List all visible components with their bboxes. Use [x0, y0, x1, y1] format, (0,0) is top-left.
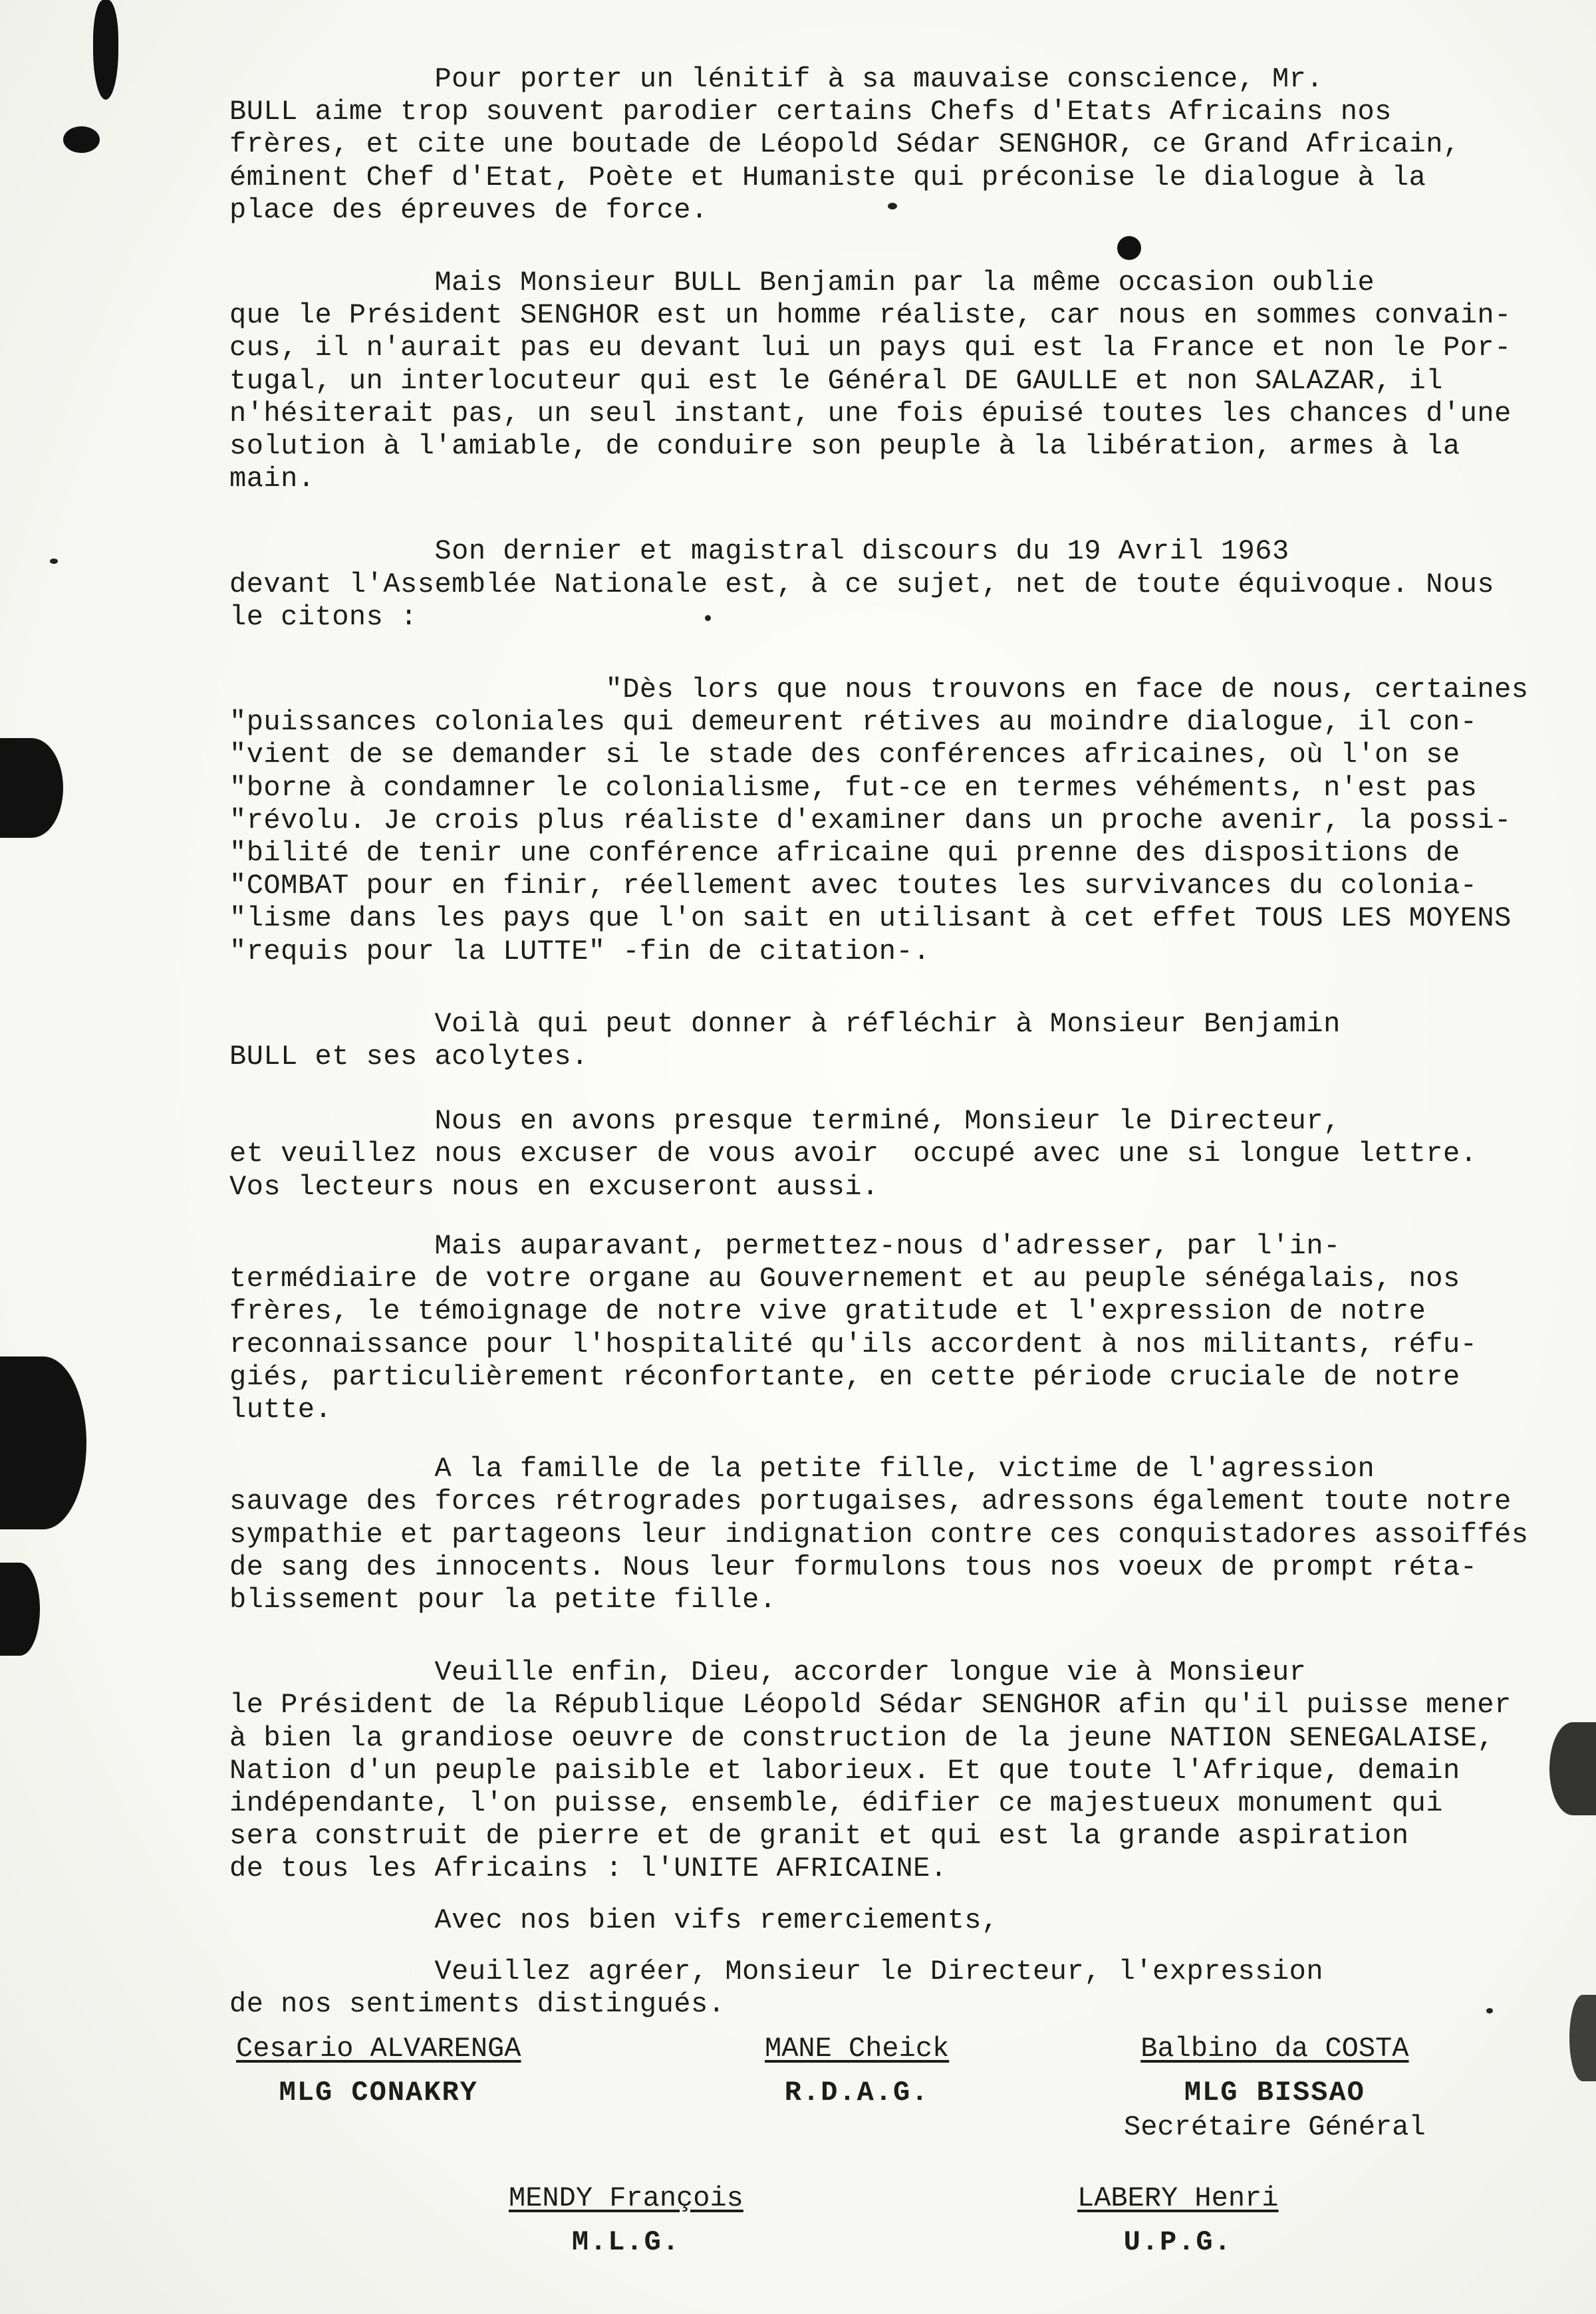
text-line: Nous en avons presque terminé, Monsieur le Directeur, — [229, 1105, 1341, 1138]
paragraph-p1 — [229, 63, 1566, 227]
text-line: "bilité de tenir une conférence africaine qui prenne des dispositions de — [229, 837, 1460, 870]
text-line: "lisme dans les pays que l'on sait en utilisant à cet effet TOUS LES MOYENS — [229, 902, 1512, 935]
text-line: frères, le témoignage de notre vive gratitude et l'expression de notre — [229, 1295, 1426, 1328]
text-line: "révolu. Je crois plus réaliste d'examiner dans un proche avenir, la possi- — [229, 804, 1512, 836]
text-line: Voilà qui peut donner à réfléchir à Monsieur Benjamin — [229, 1007, 1341, 1040]
text-line: "requis pour la LUTTE" -fin de citation-. — [229, 935, 930, 967]
text-line: Mais auparavant, permettez-nous d'adresser, par l'in- — [229, 1229, 1341, 1262]
signatory-organization: U.P.G. — [1123, 2226, 1232, 2258]
signatory-organization: MLG CONAKRY — [279, 2077, 478, 2109]
text-line: tugal, un interlocuteur qui est le Général DE GAULLE et non SALAZAR, il — [229, 364, 1443, 397]
text-line: indépendante, l'on puisse, ensemble, édifier ce majestueux monument qui — [229, 1787, 1443, 1819]
paragraph-gap — [229, 1073, 1566, 1105]
paragraph-p6 — [229, 1230, 1566, 1426]
text-line: frères, et cite une boutade de Léopold Sédar SENGHOR, ce Grand Africain, — [229, 128, 1460, 161]
text-line: éminent Chef d'Etat, Poète et Humaniste qui préconise le dialogue à la — [229, 161, 1426, 193]
text-line: de tous les Africains : l'UNITE AFRICAINE. — [229, 1853, 948, 1885]
paragraph-quote — [229, 674, 1566, 968]
paragraph-p9 — [229, 1904, 1566, 1937]
text-line: reconnaissance pour l'hospitalité qu'ils accordent à nos militants, réfu- — [229, 1328, 1478, 1360]
letter-body — [229, 63, 1566, 2021]
text-line: sauvage des forces rétrogrades portugaises, adressons également toute notre — [229, 1485, 1512, 1518]
text-line: Son dernier et magistral discours du 19 Avril 1963 — [229, 535, 1289, 568]
text-line: n'hésiterait pas, un seul instant, une fois épuisé toutes les chances d'une — [229, 397, 1512, 430]
ink-speck — [50, 559, 58, 564]
signature-mendy — [509, 2181, 743, 2259]
signatory-name: Balbino da COSTA — [1140, 2033, 1409, 2065]
signature-alvarenga — [236, 2031, 521, 2110]
paragraph-p8 — [229, 1656, 1566, 1885]
text-line: sympathie et partageons leur indignation contre ces conquistadores assoiffés — [229, 1518, 1529, 1551]
ink-blot-left-bottom — [0, 1563, 40, 1656]
text-line: "Dès lors que nous trouvons en face de nous, certaines — [229, 674, 1529, 706]
text-line: Pour porter un lénitif à sa mauvaise conscience, Mr. — [229, 63, 1324, 95]
text-line: A la famille de la petite fille, victime de l'agression — [229, 1453, 1375, 1485]
signatory-name: LABERY Henri — [1077, 2182, 1279, 2214]
paragraph-p5 — [229, 1105, 1566, 1204]
signatory-role: Secrétaire Général — [1124, 2111, 1426, 2143]
text-line: à bien la grandiose oeuvre de construction de la jeune NATION SENEGALAISE, — [229, 1722, 1495, 1754]
ink-blot-left-middle — [0, 738, 63, 838]
text-line: lutte. — [229, 1393, 332, 1426]
paragraph-gap — [229, 634, 1566, 674]
signatory-organization: R.D.A.G. — [784, 2077, 930, 2109]
signatory-organization: M.L.G. — [571, 2226, 681, 2258]
text-line: de nos sentiments distingués. — [229, 1988, 726, 2020]
ink-blot-right-2 — [1569, 1995, 1596, 2081]
text-line: que le Président SENGHOR est un homme réaliste, car nous en sommes convain- — [229, 299, 1512, 332]
ink-blot-top-left-2 — [63, 126, 100, 153]
text-line: sera construit de pierre et de granit et qui est la grande aspiration — [229, 1820, 1409, 1853]
text-line: et veuillez nous excuser de vous avoir occupé avec une si longue lettre. — [229, 1138, 1478, 1170]
signatory-name: MENDY François — [509, 2182, 743, 2214]
paragraph-p4 — [229, 1008, 1566, 1073]
text-line: BULL aime trop souvent parodier certains Chefs d'Etats Africains nos — [229, 96, 1392, 128]
paragraph-gap — [229, 968, 1566, 1008]
text-line: cus, il n'aurait pas eu devant lui un pays qui est la France et non le Por- — [229, 332, 1512, 364]
signature-labery — [1077, 2181, 1278, 2259]
paragraph-p10 — [229, 1956, 1566, 2021]
paragraph-gap — [229, 1204, 1566, 1230]
text-line: solution à l'amiable, de conduire son peuple à la libération, armes à la — [229, 430, 1460, 463]
signatory-name: MANE Cheick — [765, 2033, 950, 2065]
paragraph-gap — [229, 495, 1566, 535]
text-line: giés, particulièrement réconfortante, en cette période cruciale de notre — [229, 1360, 1460, 1393]
signature-cheick — [765, 2031, 949, 2110]
text-line: place des épreuves de force. — [229, 193, 708, 226]
paragraph-gap — [229, 1616, 1566, 1656]
text-line: "borne à condamner le colonialisme, fut-ce en termes véhéments, n'est pas — [229, 771, 1478, 804]
text-line: blissement pour la petite fille. — [229, 1583, 777, 1616]
text-line: "vient de se demander si le stade des conférences africaines, où l'on se — [229, 739, 1460, 771]
paragraph-gap — [229, 227, 1566, 267]
paragraph-p7 — [229, 1453, 1566, 1616]
text-line: devant l'Assemblée Nationale est, à ce sujet, net de toute équivoque. Nous — [229, 568, 1495, 600]
text-line: main. — [229, 463, 315, 495]
text-line: "puissances coloniales qui demeurent rétives au moindre dialogue, il con- — [229, 706, 1478, 739]
text-line: Nation d'un peuple paisible et laborieux. Et que toute l'Afrique, demain — [229, 1754, 1460, 1787]
ink-blot-top-left — [93, 0, 118, 100]
signature-costa — [1124, 2031, 1426, 2144]
paragraph-gap — [229, 1886, 1566, 1904]
ink-blot-left-large — [0, 1356, 86, 1529]
text-line: Veuille enfin, Dieu, accorder longue vie à Monsieur — [229, 1656, 1307, 1689]
text-line: de sang des innocents. Nous leur formulons tous nos voeux de prompt réta- — [229, 1551, 1478, 1583]
text-line: Avec nos bien vifs remerciements, — [229, 1904, 999, 1936]
paragraph-p2 — [229, 267, 1566, 495]
text-line: Mais Monsieur BULL Benjamin par la même occasion oublie — [229, 267, 1375, 299]
text-line: le citons : — [229, 600, 418, 633]
text-line: BULL et ses acolytes. — [229, 1041, 589, 1073]
text-line: Vos lecteurs nous en excuseront aussi. — [229, 1170, 879, 1203]
paragraph-gap — [229, 1937, 1566, 1956]
paragraph-gap — [229, 1426, 1566, 1453]
signatory-name: Cesario ALVARENGA — [236, 2033, 521, 2065]
signatory-organization: MLG BISSAO — [1184, 2077, 1365, 2109]
text-line: termédiaire de votre organe au Gouvernement et au peuple sénégalais, nos — [229, 1263, 1460, 1295]
text-line: Veuillez agréer, Monsieur le Directeur, l'expression — [229, 1955, 1324, 1988]
text-line: "COMBAT pour en finir, réellement avec toutes les survivances du colonia- — [229, 870, 1478, 902]
paragraph-p3 — [229, 535, 1566, 634]
text-line: le Président de la République Léopold Sédar SENGHOR afin qu'il puisse mener — [229, 1689, 1512, 1722]
